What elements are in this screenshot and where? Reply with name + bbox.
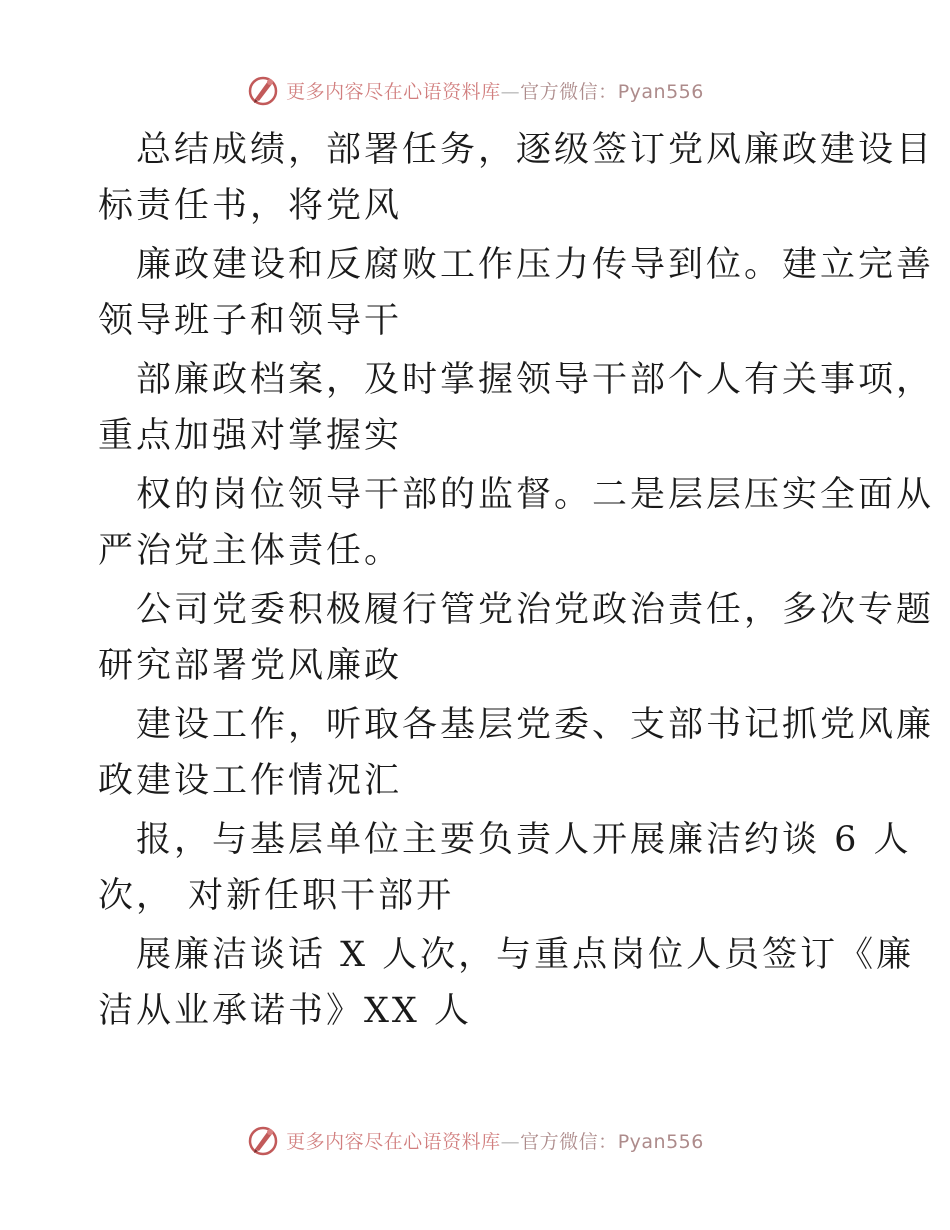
pen-logo-icon — [246, 1123, 280, 1157]
watermark-text — [286, 77, 704, 104]
text-line: 建设工作，听取各基层党委、支部书记抓党风廉 — [136, 705, 935, 745]
text-line: 政建设工作情况汇 — [98, 761, 403, 801]
text-line: 廉政建设和反腐败工作压力传导到位。建立完善 — [136, 245, 935, 285]
text-line: 严治党主体责任。 — [98, 531, 403, 571]
text-line: 展廉洁谈话 X 人次，与重点岗位人员签订《廉 — [136, 935, 915, 975]
text-line: 次， 对新任职干部开 — [98, 876, 455, 916]
text-line: 标责任书，将党风 — [98, 186, 403, 226]
watermark-wechat-label: 官方微信： — [520, 80, 618, 103]
text-line: 公司党委积极履行管党治党政治责任，多次专题 — [136, 590, 935, 630]
watermark-brand: 更多内容尽在心语资料库 — [286, 1130, 501, 1153]
text-line: 研究部署党风廉政 — [98, 646, 403, 686]
watermark-wechat-label: 官方微信： — [520, 1130, 618, 1153]
watermark-wechat-id: Pyan556 — [617, 80, 704, 103]
body-text — [98, 122, 935, 1042]
watermark-separator: — — [500, 80, 521, 103]
watermark-separator: — — [500, 1130, 521, 1153]
text-line: 总结成绩，部署任务，逐级签订党风廉政建设目 — [136, 130, 935, 170]
watermark-brand: 更多内容尽在心语资料库 — [286, 80, 501, 103]
text-line: 领导班子和领导干 — [98, 301, 403, 341]
text-line: 权的岗位领导干部的监督。二是层层压实全面从 — [136, 475, 935, 515]
text-line: 报，与基层单位主要负责人开展廉洁约谈 6 人 — [136, 820, 912, 860]
text-line: 洁从业承诺书》XX 人 — [98, 991, 472, 1031]
text-line: 部廉政档案，及时掌握领导干部个人有关事项， — [136, 360, 935, 400]
footer-watermark — [0, 1120, 950, 1160]
pen-logo-icon — [246, 73, 280, 107]
header-watermark — [0, 70, 950, 110]
watermark-wechat-id: Pyan556 — [617, 1130, 704, 1153]
text-line: 重点加强对掌握实 — [98, 416, 403, 456]
watermark-text — [286, 1127, 704, 1154]
